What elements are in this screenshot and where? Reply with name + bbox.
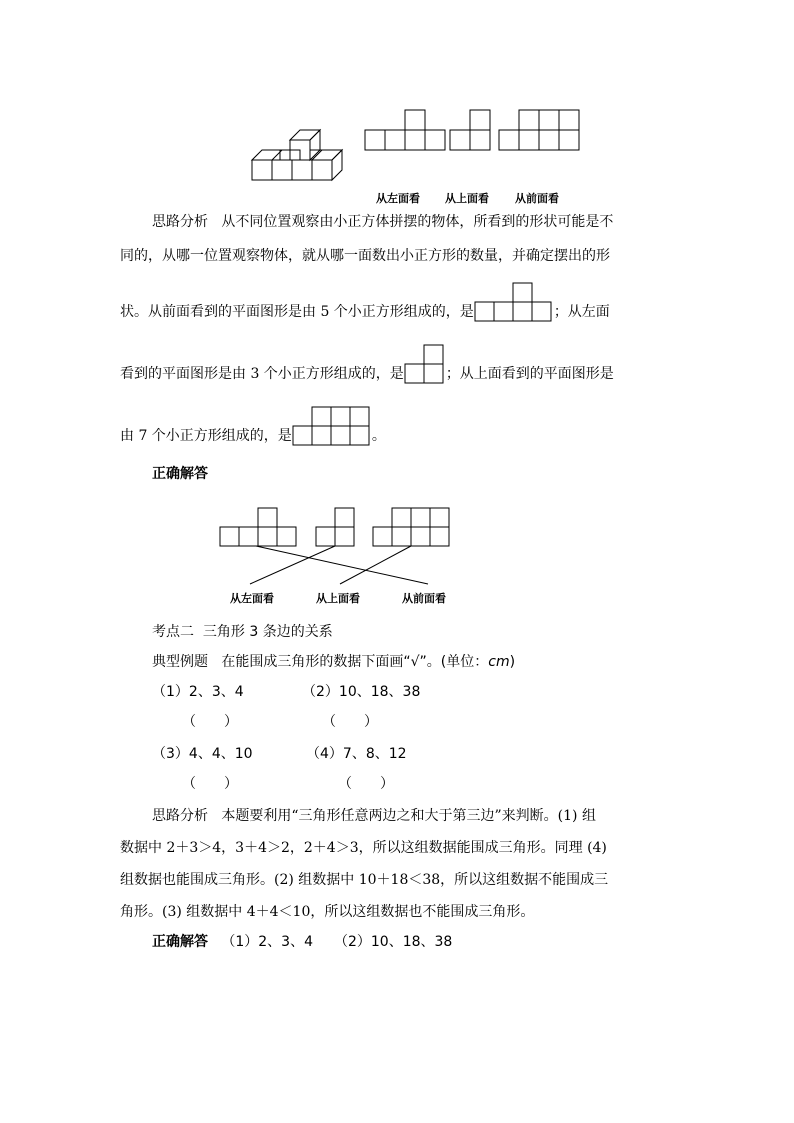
cube-stack-figure: [250, 128, 350, 186]
analysis1-line2: 同的，从哪一位置观察物体，就从哪一面数出小正方形的数量，并确定摆出的形: [120, 248, 610, 264]
fig-top-label-front: 从前面看: [515, 192, 559, 205]
answer1-label-left: 从左面看: [230, 592, 274, 605]
answer2-title: 正确解答: [152, 934, 208, 950]
kaodian2-text: 三角形 3 条边的关系: [202, 624, 333, 640]
inline-top-view: [292, 406, 372, 446]
analysis1-line5: [120, 406, 386, 446]
inline-front-view: [474, 282, 554, 322]
answer2-line: [152, 932, 452, 952]
analysis1-title: 思路分析: [152, 214, 208, 230]
example-item-3: （3）4、4、10: [152, 746, 253, 762]
analysis1-line3-a: 状。从前面看到的平面图形是由 5 个小正方形组成的，是: [120, 304, 474, 320]
kaodian2-heading: [152, 622, 333, 642]
analysis2-line4: 角形。(3) 组数据中 4＋4＜10，所以这组数据也不能围成三角形。: [120, 904, 535, 920]
analysis1-line3: [120, 282, 610, 322]
inline-left-view: [404, 344, 446, 384]
example-heading: [152, 652, 515, 672]
view-top-figure: [449, 108, 491, 156]
analysis2-line2: 数据中 2＋3＞4，3＋4＞2，2＋4＞3，所以这组数据能围成三角形。同理 (4): [120, 840, 607, 856]
view-front-figure: [498, 108, 580, 156]
kaodian2-title: 考点二: [152, 624, 194, 640]
answer2-text: （1）2、3、4 （2）10、18、38: [221, 934, 453, 950]
example-text: 在能围成三角形的数据下面画“√”。(单位：: [221, 654, 489, 670]
analysis2-line3: 组数据也能围成三角形。(2) 组数据中 10＋18＜38，所以这组数据不能围成三: [120, 872, 609, 888]
example-item-2: （2）10、18、38: [302, 684, 421, 700]
answer1-label-front: 从前面看: [402, 592, 446, 605]
analysis1-line4-b: ；从上面看到的平面图形是: [445, 366, 614, 382]
analysis1-line3-b: ；从左面: [553, 304, 610, 320]
analysis1-line5-b: 。: [371, 428, 386, 444]
analysis2-line1: [152, 806, 596, 826]
answer1-label-top: 从上面看: [316, 592, 360, 605]
example-close: ): [509, 654, 516, 670]
example-blank-1[interactable]: （ ）: [182, 714, 238, 730]
view-left-figure: [364, 108, 446, 156]
answer1-figure: [218, 506, 458, 590]
analysis2-text1: 本题要利用“三角形任意两边之和大于第三边”来判断。(1) 组: [221, 808, 596, 824]
example-blank-4[interactable]: （ ）: [338, 776, 394, 792]
example-unit: cm: [488, 654, 510, 670]
answer1-title: 正确解答: [152, 466, 208, 482]
example-item-4: （4）7、8、12: [306, 746, 407, 762]
analysis2-title: 思路分析: [152, 808, 208, 824]
analysis1-line5-a: 由 7 个小正方形组成的，是: [120, 428, 292, 444]
fig-top-label-top: 从上面看: [445, 192, 489, 205]
analysis1-line1: [152, 212, 613, 232]
analysis1-line4-a: 看到的平面图形是由 3 个小正方形组成的，是: [120, 366, 404, 382]
example-blank-2[interactable]: （ ）: [322, 714, 378, 730]
example-title: 典型例题: [152, 654, 208, 670]
fig-top-label-left: 从左面看: [376, 192, 420, 205]
analysis1-line4: [120, 344, 614, 384]
analysis1-text1: 从不同位置观察由小正方体拼摆的物体，所看到的形状可能是不: [221, 214, 614, 230]
example-blank-3[interactable]: （ ）: [182, 776, 238, 792]
example-item-1: （1）2、3、4: [152, 684, 244, 700]
